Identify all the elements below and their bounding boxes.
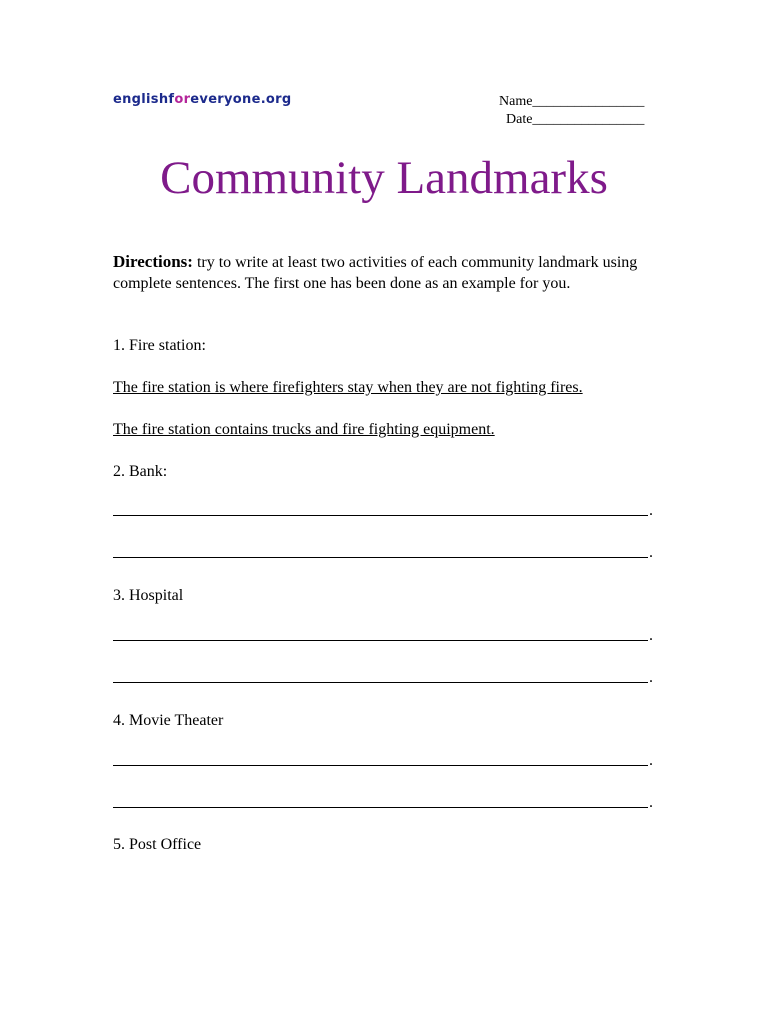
answer-line[interactable]: .: [113, 499, 658, 519]
example-answer-1: The fire station is where firefighters stay when they are not fighting fires.: [113, 379, 583, 396]
logo-text-part-1: englishf: [113, 92, 175, 107]
example-answer-2: The fire station contains trucks and fire fighting equipment.: [113, 421, 495, 438]
directions-paragraph: [113, 251, 658, 294]
item-prompt-bank: 2. Bank:: [113, 463, 168, 480]
page-title: Community Landmarks: [160, 152, 608, 204]
item-prompt-hospital: 3. Hospital: [113, 587, 184, 604]
answer-line[interactable]: .: [113, 666, 658, 686]
directions-text: try to write at least two activities of each community landmark using complete sentences. The first one has been done as an example for you.: [113, 254, 638, 292]
logo-text-part-2: or: [174, 92, 191, 107]
logo-text-part-3: everyone.org: [190, 92, 292, 107]
answer-line[interactable]: .: [113, 791, 658, 811]
name-field: Name________________: [499, 94, 645, 109]
answer-line[interactable]: .: [113, 749, 658, 769]
directions-label: Directions:: [113, 252, 193, 271]
date-field: Date________________: [506, 112, 645, 127]
answer-line[interactable]: .: [113, 624, 658, 644]
name-date-block: [499, 93, 644, 129]
item-prompt-post-office: 5. Post Office: [113, 836, 202, 853]
item-prompt-fire-station: 1. Fire station:: [113, 337, 206, 354]
item-prompt-movie-theater: 4. Movie Theater: [113, 712, 224, 729]
answer-line[interactable]: .: [113, 541, 658, 561]
site-logo[interactable]: [113, 92, 291, 107]
